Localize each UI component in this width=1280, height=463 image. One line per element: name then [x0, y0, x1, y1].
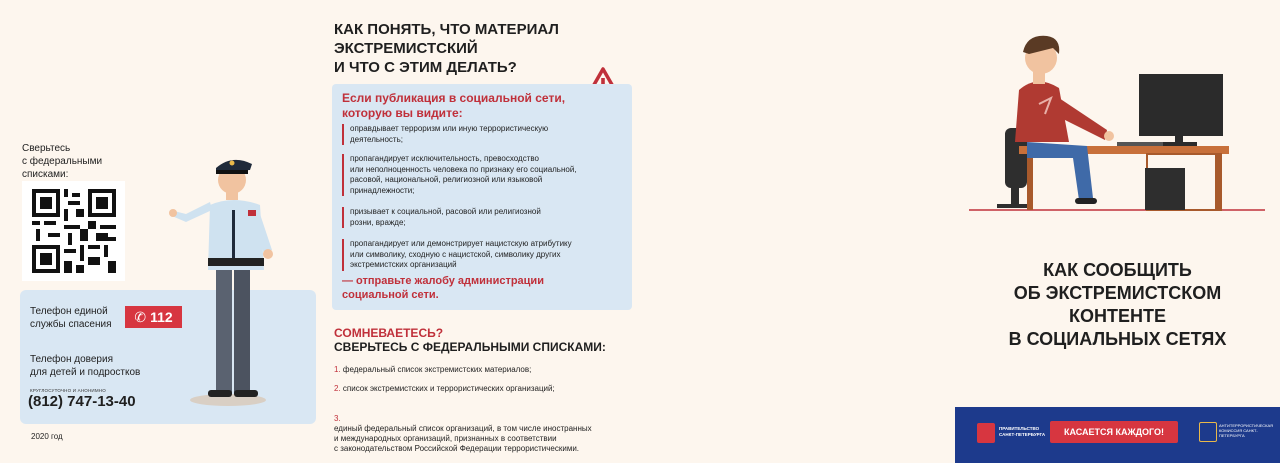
federal-list-item: [334, 404, 634, 454]
footer-logos-bar: [955, 407, 1280, 463]
list-text: федеральный список экстремистских материалов;: [342, 365, 532, 374]
hotline-label: Телефон доверия для детей и подростков: [30, 354, 141, 378]
doubt-question: СОМНЕВАЕТЕСЬ?: [334, 326, 444, 340]
action-text: — отправьте жалобу администрации социальной сети.: [342, 275, 544, 301]
commission-label: АНТИТЕРРОРИСТИЧЕСКАЯ КОМИССИЯ САНКТ-ПЕТЕРБУРГА: [1219, 423, 1274, 438]
criteria-item: призывает к социальной, расовой или религиозной розни, вражде;: [342, 207, 610, 228]
phone-icon: ✆: [134, 308, 147, 325]
right-title: КАК СООБЩИТЬ ОБ ЭКСТРЕМИСТСКОМ КОНТЕНТЕ В СОЦИАЛЬНЫХ СЕТЯХ: [1008, 260, 1227, 349]
doubt-block: [334, 326, 606, 354]
year-label: 2020 год: [31, 432, 63, 441]
police-officer-illustration: [168, 150, 298, 410]
doubt-heading: СВЕРЬТЕСЬ С ФЕДЕРАЛЬНЫМИ СПИСКАМИ:: [334, 340, 606, 354]
criteria-item: пропагандирует или демонстрирует нацистскую атрибутику или символику, сходную с нацистской, символику других экстремистских организаций: [342, 239, 610, 271]
government-emblem-icon: [977, 423, 995, 443]
list-text: список экстремистских и террористических организаций;: [342, 384, 555, 393]
person-at-computer-illustration: [967, 18, 1267, 214]
list-number: 2.: [334, 384, 341, 393]
publication-heading: Если публикация в социальной сети, которую вы видите:: [342, 91, 566, 120]
criteria-item: оправдывает терроризм или иную террористическую деятельность;: [342, 124, 610, 145]
campaign-text: КАСАЕТСЯ КАЖДОГО!: [1063, 427, 1165, 437]
list-number: 1.: [334, 365, 341, 374]
qr-code[interactable]: [22, 181, 125, 281]
campaign-logo: [1050, 421, 1178, 443]
list-text: единый федеральный список организаций, в том числе иностранных и международных организаций, признанных в соответствии с законодательством Российской Федерации террористическими.: [334, 424, 592, 453]
list-number: 3.: [334, 414, 341, 423]
qr-code-icon: [32, 189, 116, 273]
federal-list-item: [334, 384, 634, 394]
check-lists-label: Сверьтесь с федеральными списками:: [22, 143, 103, 180]
federal-list-item: [334, 365, 634, 375]
government-label: ПРАВИТЕЛЬСТВО САНКТ-ПЕТЕРБУРГА: [999, 426, 1046, 437]
rescue-number: 112: [150, 309, 173, 325]
rescue-label: Телефон единой службы спасения: [30, 306, 112, 330]
hotline-caption: КРУГЛОСУТОЧНО И АНОНИМНО: [30, 388, 106, 393]
middle-panel: [315, 0, 955, 463]
left-panel: [0, 0, 315, 463]
right-panel: [955, 0, 1280, 463]
middle-title: КАК ПОНЯТЬ, ЧТО МАТЕРИАЛ ЭКСТРЕМИСТСКИЙ И ЧТО С ЭТИМ ДЕЛАТЬ?: [334, 21, 559, 76]
commission-emblem-icon: [1199, 422, 1217, 442]
publication-criteria-box: [332, 84, 632, 310]
criteria-item: пропагандирует исключительность, превосходство или неполноценность человека по признаку его социальной, расовой, национальной, религиозной или языковой принадлежности;: [342, 154, 610, 196]
hotline-number[interactable]: (812) 747-13-40: [28, 393, 136, 410]
